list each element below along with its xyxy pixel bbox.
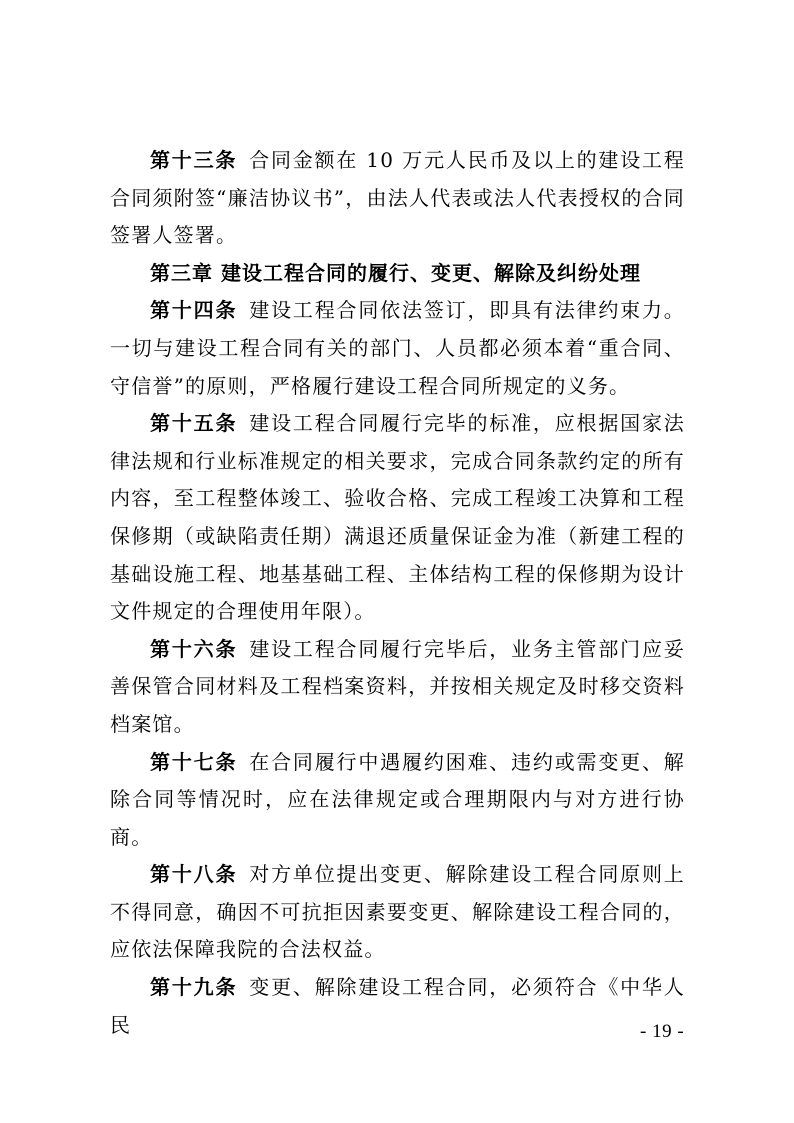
article-17-text: 在合同履行中遇履约困难、违约或需变更、解除合同等情况时，应在法律规定或合理期限内与对方进行协商。 [110,749,686,849]
article-13 [110,142,685,255]
chapter-3-heading: 第三章 建设工程合同的履行、变更、解除及纠纷处理 [150,260,641,285]
article-18-text: 对方单位提出变更、解除建设工程合同原则上不得同意，确因不可抗拒因素要变更、解除建设工程合同的，应依法保障我院的合法权益。 [110,862,686,962]
article-16-label: 第十六条 [150,636,238,661]
article-13-text: 合同金额在 10 万元人民币及以上的建设工程合同须附签“廉洁协议书”，由法人代表或法人代表授权的合同签署人签署。 [110,148,685,248]
article-19 [110,969,685,1044]
article-15-label: 第十五条 [150,411,238,436]
article-14-text: 建设工程合同依法签订，即具有法律约束力。一切与建设工程合同有关的部门、人员都必须本着“重合同、守信誉”的原则，严格履行建设工程合同所规定的义务。 [110,298,686,398]
page-number: - 19 - [640,1021,685,1042]
article-15-text: 建设工程合同履行完毕的标准，应根据国家法律法规和行业标准规定的相关要求，完成合同条款约定的所有内容，至工程整体竣工、验收合格、完成工程竣工决算和工程保修期（或缺陷责任期）满退还质量保证金为准（新建工程的基础设施工程、地基基础工程、主体结构工程的保修期为设计文件规定的合理使用年限）。 [110,411,686,624]
article-17-label: 第十七条 [150,749,238,774]
article-15 [110,405,685,631]
article-17 [110,744,685,857]
article-16-text: 建设工程合同履行完毕后，业务主管部门应妥善保管合同材料及工程档案资料，并按相关规定及时移交资料档案馆。 [110,636,686,736]
article-14 [110,292,685,405]
article-16 [110,631,685,744]
article-14-label: 第十四条 [150,298,238,323]
article-19-text: 变更、解除建设工程合同，必须符合《中华人民 [110,975,686,1037]
article-18-label: 第十八条 [150,862,238,887]
article-19-label: 第十九条 [150,975,238,1000]
article-18 [110,856,685,969]
article-13-label: 第十三条 [150,148,238,172]
document-body [110,142,685,1044]
